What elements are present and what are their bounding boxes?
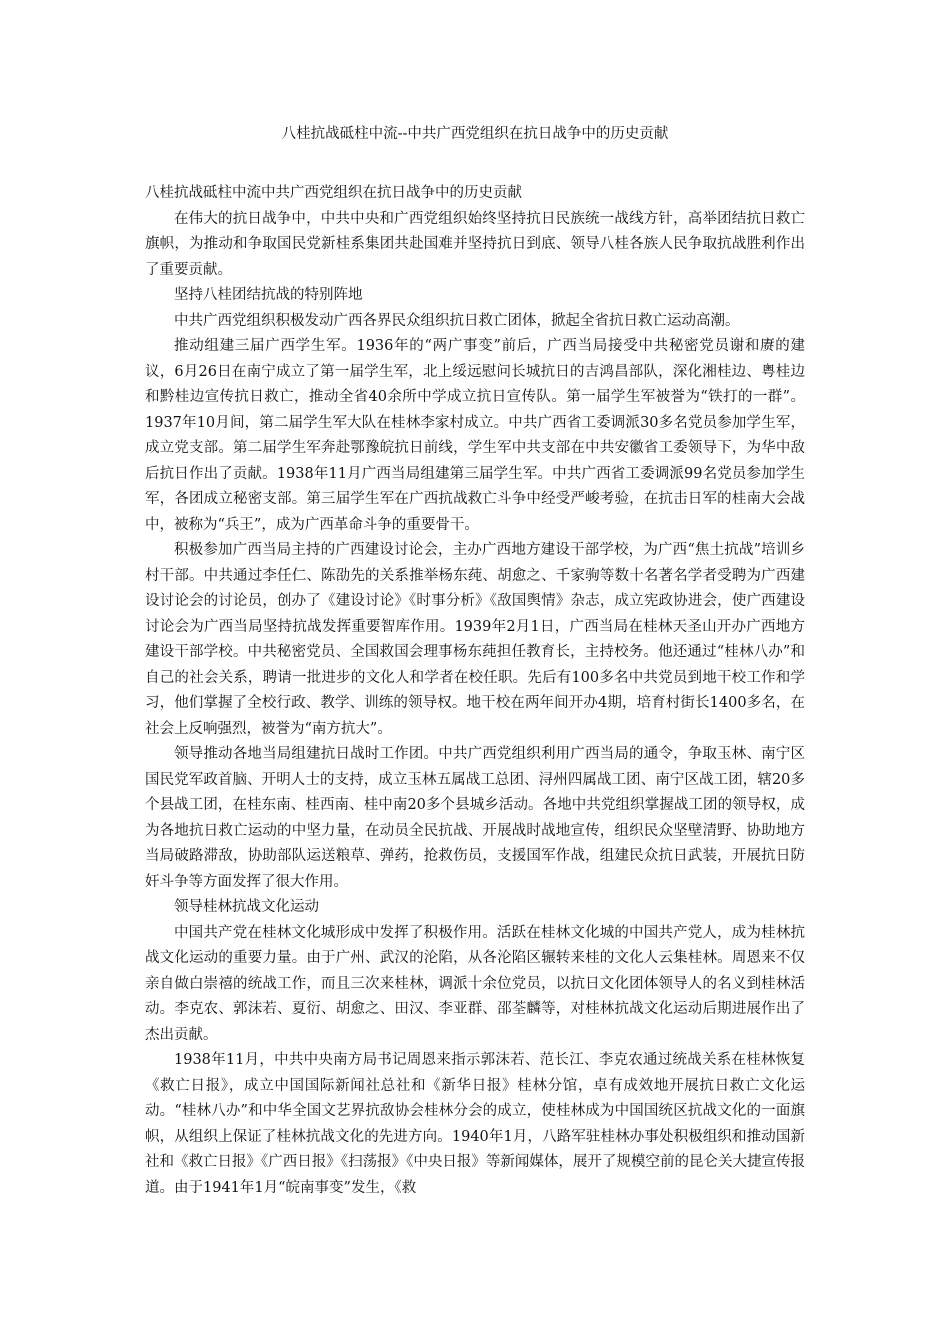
paragraph-culture-city: 中国共产党在桂林文化城形成中发挥了积极作用。活跃在桂林文化城的中国共产党人，成为桂林抗战文化运动的重要力量。由于广州、武汉的沦陷，从各沦陷区辗转来桂的文化人云集桂林。周恩来不仅亲自做白崇禧的统战工作，而且三次来桂林，调派十余位党员，以抗日文化团体领导人的名义到桂林活动。李克农、郭沫若、夏衍、胡愈之、田汉、李亚群、邵荃麟等，对桂林抗战文化运动后期进展作出了杰出贡献。 xyxy=(145,924,805,1043)
document-subtitle: 八桂抗战砥柱中流中共广西党组织在抗日战争中的历史贡献 xyxy=(145,185,522,201)
section-heading-united-front: 坚持八桂团结抗战的特别阵地 xyxy=(174,287,363,303)
document-title: 八桂抗战砥柱中流--中共广西党组织在抗日战争中的历史贡献 xyxy=(281,126,669,142)
paragraph-newspapers: 1938年11月，中共中央南方局书记周恩来指示郭沫若、范长江、李克农通过统战关系在桂林恢复《救亡日报》，成立中国国际新闻社总社和《新华日报》桂林分馆，卓有成效地开展抗日救亡文化运动。“桂林八办”和中华全国文艺界抗敌协会桂林分会的成立，使桂林成为中国国统区抗战文化的一面旗帜，从组织上保证了桂林抗战文化的先进方向。1940年1月，八路军驻桂林办事处积极组织和推动国新社和《救亡日报》《广西日报》《扫荡报》《中央日报》等新闻媒体，展开了规模空前的昆仑关大捷宣传报道。由于1941年1月“皖南事变”发生，《救 xyxy=(145,1052,805,1196)
section-heading-culture-movement: 领导桂林抗战文化运动 xyxy=(174,899,319,915)
paragraph-war-work-teams: 领导推动各地当局组建抗日战时工作团。中共广西党组织利用广西当局的通令，争取玉林、南宁区国民党军政首脑、开明人士的支持，成立玉林五属战工总团、浔州四属战工团、南宁区战工团，辖20多个县战工团，在桂东南、桂西南、桂中南20多个县城乡活动。各地中共党组织掌握战工团的领导权，成为各地抗日救亡运动的中坚力量，在动员全民抗战、开展战时战地宣传，组织民众坚壁清野、协助地方当局破路滞敌，协助部队运送粮草、弹药，抢救伤员，支援国军作战，组建民众抗日武装，开展抗日防奸斗争等方面发挥了很大作用。 xyxy=(145,746,805,890)
document-page xyxy=(145,124,805,1201)
intro-paragraph: 在伟大的抗日战争中，中共中央和广西党组织始终坚持抗日民族统一战线方针，高举团结抗日救亡旗帜，为推动和争取国民党新桂系集团共赴国难并坚持抗日到底、领导八桂各族人民争取抗战胜利作出了重要贡献。 xyxy=(145,210,805,278)
paragraph-student-army: 推动组建三届广西学生军。1936年的“两广事变”前后，广西当局接受中共秘密党员谢和赓的建议，6月26日在南宁成立了第一届学生军，北上绥远慰问长城抗日的吉鸿昌部队，深化湘桂边、粤桂边和黔桂边宣传抗日救亡，推动全省40余所中学成立抗日宣传队。第一届学生军被誉为“铁打的一群”。1937年10月间，第二届学生军大队在桂林李家村成立。中共广西省工委调派30多名党员参加学生军，成立党支部。第二届学生军奔赴鄂豫皖抗日前线，学生军中共支部在中共安徽省工委领导下，为华中敌后抗日作出了贡献。1938年11月广西当局组建第三届学生军。中共广西省工委调派99名党员参加学生军，各团成立秘密支部。第三届学生军在广西抗战救亡斗争中经受严峻考验，在抗击日军的桂南大会战中，被称为“兵王”，成为广西革命斗争的重要骨干。 xyxy=(145,338,805,533)
paragraph-construction-school: 积极参加广西当局主持的广西建设讨论会，主办广西地方建设干部学校，为广西“焦土抗战”培训乡村干部。中共通过李任仁、陈劭先的关系推举杨东莼、胡愈之、千家驹等数十名著名学者受聘为广西建设讨论会的讨论员，创办了《建设讨论》《时事分析》《敌国舆情》杂志，成立宪政协进会，使广西建设讨论会为广西当局坚持抗战发挥重要智库作用。1939年2月1日，广西当局在桂林天圣山开办广西地方建设干部学校。中共秘密党员、全国救国会理事杨东莼担任教育长，主持校务。他还通过“桂林八办”和自己的社会关系，聘请一批进步的文化人和学者在校任职。先后有100多名中共党员到地干校工作和学习，他们掌握了全校行政、教学、训练的领导权。地干校在两年间开办4期，培育村街长1400多名，在社会上反响强烈，被誉为“南方抗大”。 xyxy=(145,542,805,737)
paragraph-mass-organizations: 中共广西党组织积极发动广西各界民众组织抗日救亡团体，掀起全省抗日救亡运动高潮。 xyxy=(174,312,740,329)
